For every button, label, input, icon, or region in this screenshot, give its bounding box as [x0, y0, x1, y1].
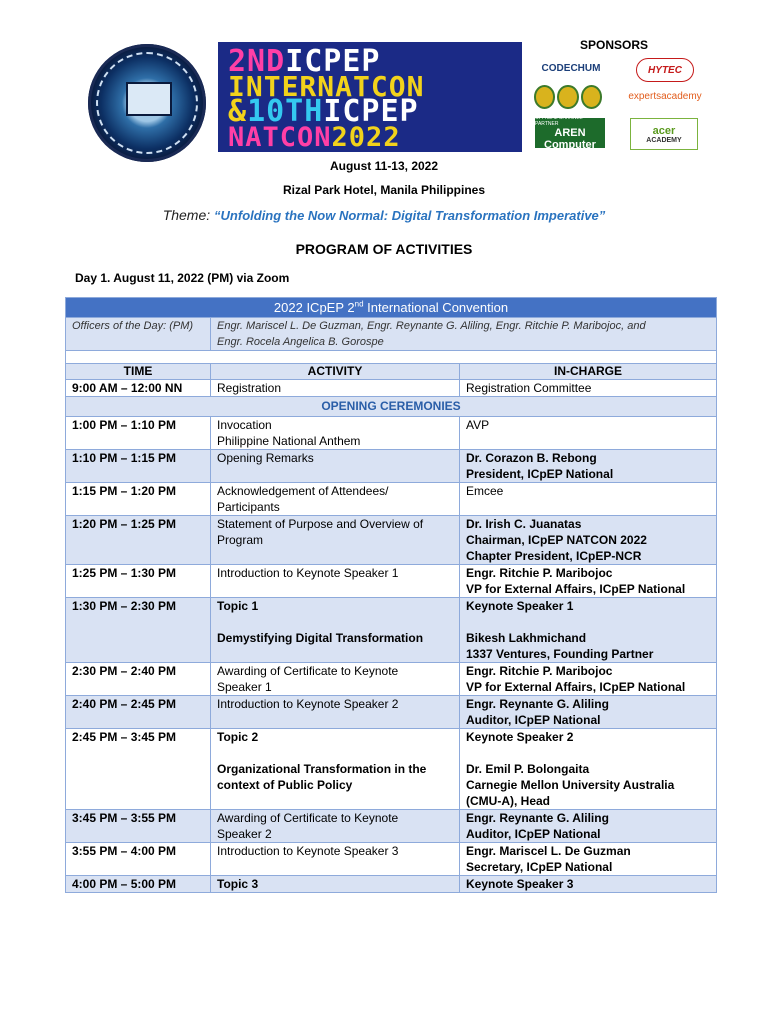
- incharge-line: Secretary, ICpEP National: [466, 860, 613, 874]
- hytec-logo: HYTEC: [636, 58, 694, 82]
- activity-line: Philippine National Anthem: [217, 434, 361, 448]
- blank-cell: [66, 351, 717, 364]
- incharge-cell: [460, 729, 717, 810]
- incharge-line: AVP: [466, 418, 490, 432]
- incharge-cell: [460, 565, 717, 598]
- banner-line3-num: 10TH: [247, 94, 324, 129]
- incharge-line: Chapter President, ICpEP-NCR: [466, 549, 642, 563]
- incharge-cell: [460, 876, 717, 893]
- activity-cell: [211, 729, 460, 810]
- incharge-cell: [460, 843, 717, 876]
- table-row: [66, 810, 717, 843]
- time-cell: 1:20 PM – 1:25 PM: [66, 516, 211, 565]
- incharge-line: 1337 Ventures, Founding Partner: [466, 647, 654, 661]
- seal-icon: [534, 85, 555, 109]
- banner-line4-year: 2022: [331, 122, 401, 152]
- acer-academy-logo: [630, 118, 698, 150]
- event-venue: Rizal Park Hotel, Manila Philippines: [282, 183, 486, 197]
- banner-line-2: INTERNATCON: [228, 70, 425, 103]
- opening-ceremonies-row: [66, 397, 717, 417]
- incharge-cell: [460, 516, 717, 565]
- schedule-table: [65, 297, 717, 893]
- activity-line: Program: [217, 533, 264, 547]
- banner-line1-num: 2ND: [228, 44, 286, 79]
- activity-cell: [211, 810, 460, 843]
- incharge-line: VP for External Affairs, ICpEP National: [466, 582, 686, 596]
- activity-line: Statement of Purpose and Overview of: [217, 517, 424, 531]
- activity-line: Topic 2: [217, 730, 259, 744]
- activity-line: Invocation: [217, 418, 272, 432]
- table-title-row: [66, 298, 717, 318]
- activity-line: Awarding of Certificate to Keynote: [217, 811, 399, 825]
- officers-label: Officers of the Day: (PM): [66, 318, 211, 351]
- incharge-line: Engr. Reynante G. Aliling: [466, 697, 609, 711]
- spacer: [217, 745, 453, 761]
- time-cell: 2:45 PM – 3:45 PM: [66, 729, 211, 810]
- time-cell: 1:30 PM – 2:30 PM: [66, 598, 211, 663]
- officers-row: [66, 318, 717, 351]
- blank-row: [66, 351, 717, 364]
- spacer: [466, 745, 710, 761]
- incharge-cell: [460, 696, 717, 729]
- activity-line: Awarding of Certificate to Keynote: [217, 664, 399, 678]
- activity-cell: [211, 598, 460, 663]
- table-row: [66, 663, 717, 696]
- activity-line: Introduction to Keynote Speaker 3: [217, 844, 399, 858]
- table-row: [66, 598, 717, 663]
- banner-line1-word: ICPEP: [285, 44, 381, 79]
- banner-line-4: [228, 122, 401, 152]
- activity-line: Acknowledgement of Attendees/: [217, 484, 389, 498]
- activity-line: Participants: [217, 500, 280, 514]
- table-row: [66, 843, 717, 876]
- incharge-cell: [460, 483, 717, 516]
- time-cell: 9:00 AM – 12:00 NN: [66, 380, 211, 397]
- table-row: [66, 516, 717, 565]
- registration-row: [66, 380, 717, 397]
- activity-line: Demystifying Digital Transformation: [217, 631, 424, 645]
- incharge-line: Engr. Reynante G. Aliling: [466, 811, 609, 825]
- incharge-line: Carnegie Mellon University Australia: [466, 778, 675, 792]
- activity-cell: [211, 516, 460, 565]
- activity-cell: Registration: [211, 380, 460, 397]
- day-heading: Day 1. August 11, 2022 (PM) via Zoom: [75, 271, 290, 285]
- incharge-line: Auditor, ICpEP National: [466, 713, 601, 727]
- table-title: [66, 298, 717, 318]
- col-header-incharge: IN-CHARGE: [460, 364, 717, 380]
- activity-cell: [211, 696, 460, 729]
- table-row: [66, 450, 717, 483]
- activity-cell: [211, 565, 460, 598]
- opening-ceremonies-label: OPENING CEREMONIES: [66, 397, 717, 417]
- time-cell: 1:15 PM – 1:20 PM: [66, 483, 211, 516]
- spacer: [217, 614, 453, 630]
- table-header-row: [66, 364, 717, 380]
- incharge-line: Bikesh Lakhmichand: [466, 631, 587, 645]
- activity-cell: [211, 876, 460, 893]
- incharge-line: Dr. Irish C. Juanatas: [466, 517, 582, 531]
- incharge-line: Emcee: [466, 484, 504, 498]
- incharge-cell: [460, 417, 717, 450]
- seal-core: [126, 82, 172, 116]
- activity-line: context of Public Policy: [217, 778, 353, 792]
- acer-sub: ACADEMY: [646, 136, 682, 144]
- incharge-line: Dr. Corazon B. Rebong: [466, 451, 597, 465]
- incharge-line: Keynote Speaker 1: [466, 599, 574, 613]
- codechum-logo: CODECHUM: [541, 62, 601, 74]
- acer-name: acer: [652, 124, 676, 137]
- table-row: [66, 729, 717, 810]
- officers-names: [211, 318, 717, 351]
- table-row: [66, 417, 717, 450]
- convention-banner: [218, 42, 522, 152]
- incharge-line: Dr. Emil P. Bolongaita: [466, 762, 590, 776]
- theme-quote: “Unfolding the Now Normal: Digital Transformation Imperative”: [214, 208, 606, 223]
- time-cell: 2:30 PM – 2:40 PM: [66, 663, 211, 696]
- time-cell: 2:40 PM – 2:45 PM: [66, 696, 211, 729]
- icpep-seal-logo: [88, 44, 206, 162]
- aren-computer-logo: [535, 115, 605, 151]
- sponsors-title: SPONSORS: [580, 38, 649, 52]
- activity-line: Speaker 1: [217, 680, 272, 694]
- activity-cell: [211, 483, 460, 516]
- aren-tagline: OFFICIAL CHANNEL PARTNER: [535, 115, 583, 127]
- activity-line: Introduction to Keynote Speaker 1: [217, 566, 399, 580]
- event-dates: August 11-13, 2022: [329, 159, 439, 173]
- activity-line: Speaker 2: [217, 827, 272, 841]
- incharge-line: Engr. Ritchie P. Maribojoc: [466, 664, 613, 678]
- program-title: PROGRAM OF ACTIVITIES: [295, 241, 473, 257]
- aren-name: AREN: [554, 127, 586, 139]
- incharge-cell: [460, 810, 717, 843]
- incharge-line: (CMU-A), Head: [466, 794, 550, 808]
- incharge-line: VP for External Affairs, ICpEP National: [466, 680, 686, 694]
- activity-line: Topic 3: [217, 877, 259, 891]
- time-cell: 3:55 PM – 4:00 PM: [66, 843, 211, 876]
- time-cell: 1:10 PM – 1:15 PM: [66, 450, 211, 483]
- table-row: [66, 696, 717, 729]
- table-row: [66, 565, 717, 598]
- incharge-cell: [460, 663, 717, 696]
- incharge-line: Engr. Ritchie P. Maribojoc: [466, 566, 613, 580]
- incharge-line: Keynote Speaker 2: [466, 730, 574, 744]
- incharge-cell: Registration Committee: [460, 380, 717, 397]
- table-title-post: International Convention: [363, 299, 509, 315]
- incharge-line: Keynote Speaker 3: [466, 877, 574, 891]
- seal-icon: [581, 85, 602, 109]
- activity-cell: [211, 450, 460, 483]
- table-row: [66, 483, 717, 516]
- activity-line: Introduction to Keynote Speaker 2: [217, 697, 399, 711]
- incharge-line: President, ICpEP National: [466, 467, 614, 481]
- col-header-time: TIME: [66, 364, 211, 380]
- aren-sub: Computer: [544, 139, 596, 151]
- theme-label: Theme:: [162, 207, 211, 223]
- table-row: [66, 876, 717, 893]
- banner-line3-word: ICPEP: [323, 94, 419, 129]
- activity-cell: [211, 417, 460, 450]
- banner-line3-amp: &: [228, 94, 248, 129]
- table-title-pre: 2022 ICpEP 2: [273, 299, 355, 315]
- experts-academy-logo: expertsacademy: [628, 90, 702, 102]
- time-cell: 1:00 PM – 1:10 PM: [66, 417, 211, 450]
- officers-line: Engr. Rocela Angelica B. Gorospe: [217, 336, 384, 348]
- time-cell: 1:25 PM – 1:30 PM: [66, 565, 211, 598]
- incharge-line: Engr. Mariscel L. De Guzman: [466, 844, 631, 858]
- activity-line: Topic 1: [217, 599, 259, 613]
- time-cell: 3:45 PM – 3:55 PM: [66, 810, 211, 843]
- activity-line: Opening Remarks: [217, 451, 314, 465]
- activity-cell: [211, 843, 460, 876]
- university-seals-logo: [533, 86, 603, 108]
- spacer: [466, 614, 710, 630]
- officers-line: Engr. Mariscel L. De Guzman, Engr. Reynante G. Aliling, Engr. Ritchie P. Maribojoc, and: [217, 320, 646, 332]
- incharge-line: Chairman, ICpEP NATCON 2022: [466, 533, 647, 547]
- activity-cell: [211, 663, 460, 696]
- time-cell: 4:00 PM – 5:00 PM: [66, 876, 211, 893]
- table-title-sup: nd: [354, 299, 364, 309]
- banner-line4-word: NATCON: [228, 122, 332, 152]
- seal-icon: [557, 85, 578, 109]
- col-header-activity: ACTIVITY: [211, 364, 460, 380]
- activity-line: Organizational Transformation in the: [217, 762, 427, 776]
- event-theme: [0, 207, 768, 223]
- incharge-line: Auditor, ICpEP National: [466, 827, 601, 841]
- incharge-cell: [460, 598, 717, 663]
- incharge-cell: [460, 450, 717, 483]
